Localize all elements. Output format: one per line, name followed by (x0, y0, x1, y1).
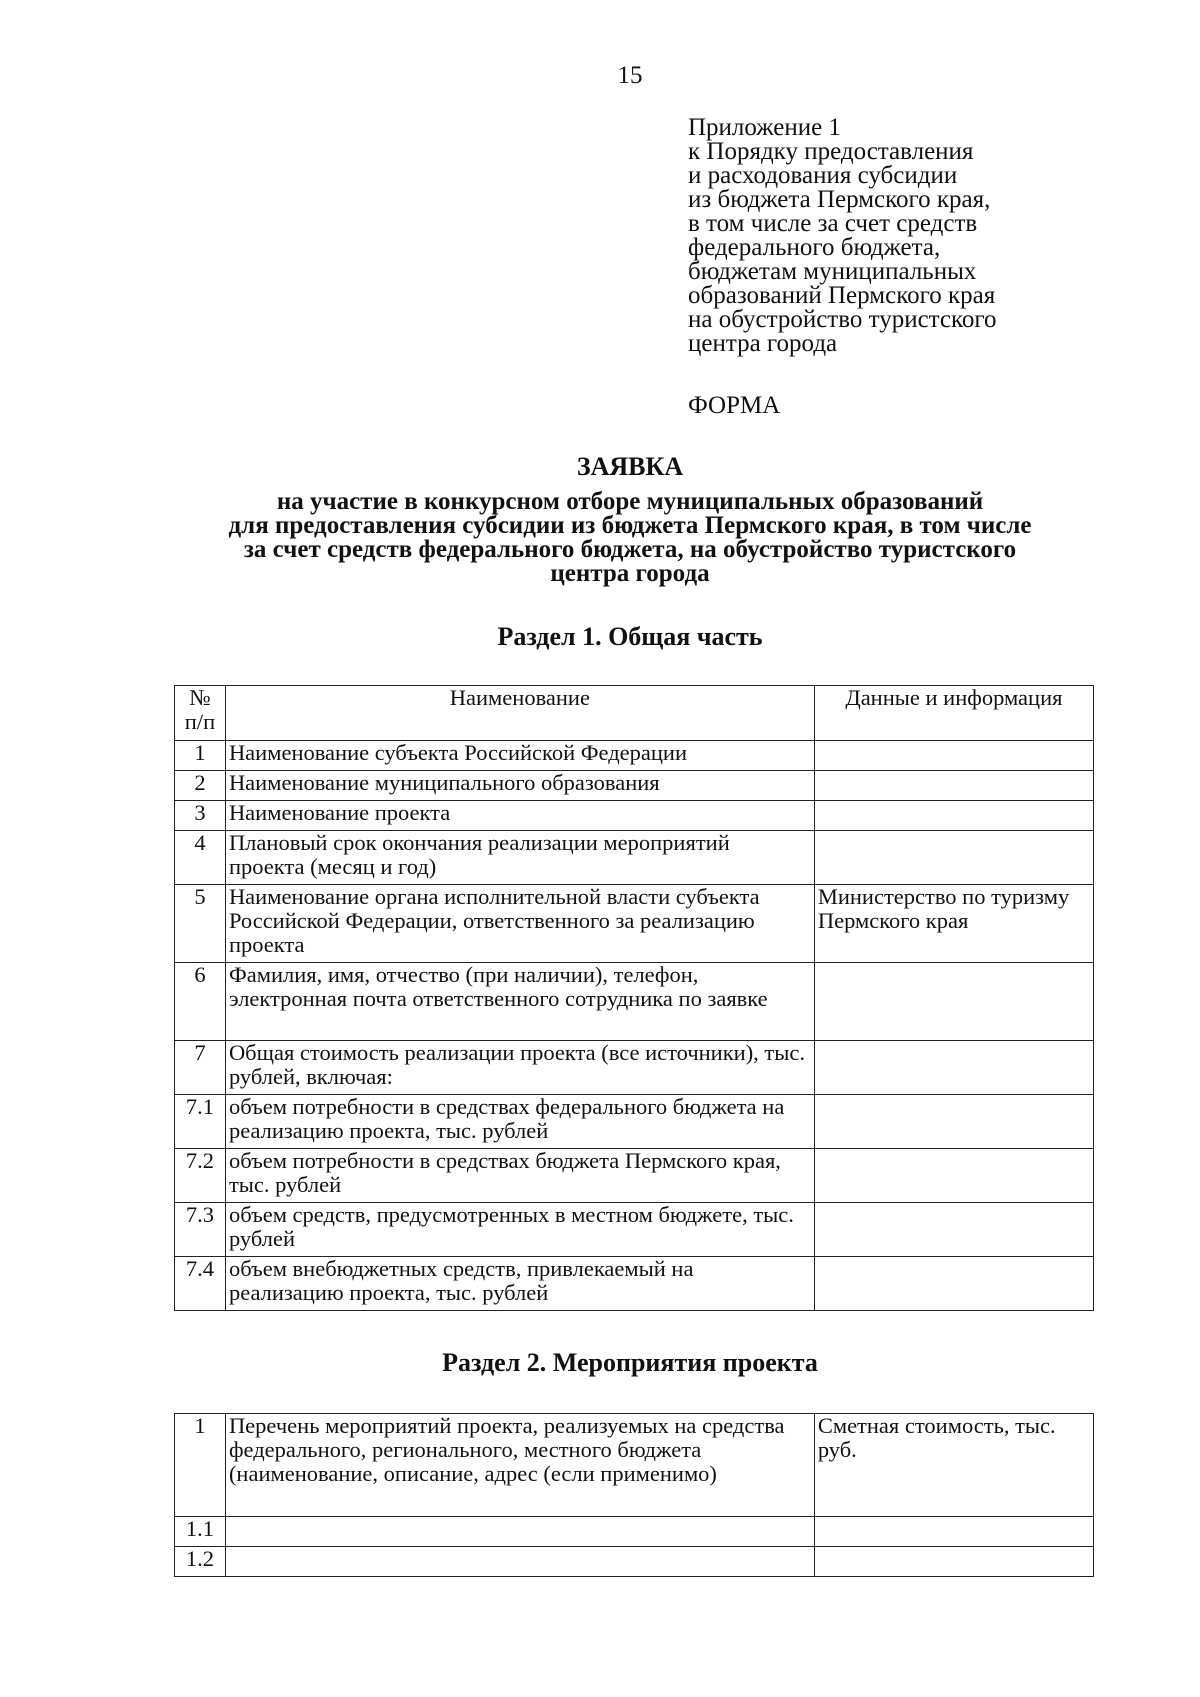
row-name: Перечень мероприятий проекта, реализуемых на средства федерального, регионального, местного бюджета (наименование, описание, адрес (если применимо) (225, 1414, 814, 1517)
table-row (175, 1547, 1094, 1577)
appendix-line: федерального бюджета, (688, 234, 941, 261)
row-name: Наименование органа исполнительной власти субъекта Российской Федерации, ответственного за реализацию проекта (225, 885, 814, 963)
appendix-line: в том числе за счет средств (688, 210, 978, 237)
row-number: 4 (175, 831, 226, 885)
table-row (175, 771, 1094, 801)
general-info-table (174, 685, 1094, 1311)
row-number: 3 (175, 801, 226, 831)
row-name: Фамилия, имя, отчество (при наличии), телефон, электронная почта ответственного сотрудника по заявке (225, 963, 814, 1041)
row-data-cell[interactable] (814, 831, 1093, 885)
project-activities-table (174, 1413, 1094, 1577)
row-data-cell[interactable] (814, 741, 1093, 771)
row-data-cell[interactable] (814, 1547, 1093, 1577)
row-number: 2 (175, 771, 226, 801)
table-row (175, 1149, 1094, 1203)
row-data-cell[interactable] (814, 1095, 1093, 1149)
row-name: объем потребности в средствах бюджета Пермского края, тыс. рублей (225, 1149, 814, 1203)
row-number: 7 (175, 1041, 226, 1095)
row-data-cell[interactable] (814, 1041, 1093, 1095)
row-number: 1.1 (175, 1517, 226, 1547)
subtitle-line: за счет средств федерального бюджета, на обустройство туристского (243, 536, 1017, 563)
table-row (175, 1414, 1094, 1517)
row-name: Наименование муниципального образования (225, 771, 814, 801)
appendix-line: центра города (688, 330, 838, 357)
header-number: № п/п (175, 686, 226, 741)
row-name: объем средств, предусмотренных в местном бюджете, тыс. рублей (225, 1203, 814, 1257)
row-data-cell[interactable]: Министерство по туризму Пермского края (814, 885, 1093, 963)
table-row (175, 963, 1094, 1041)
table-row (175, 831, 1094, 885)
table-row (175, 741, 1094, 771)
row-number: 7.1 (175, 1095, 226, 1149)
row-data-cell[interactable] (814, 1203, 1093, 1257)
row-data-cell[interactable] (814, 771, 1093, 801)
document-subtitle (160, 490, 1100, 586)
table-header-row (175, 686, 1094, 741)
table-row (175, 1095, 1094, 1149)
row-name: объем потребности в средствах федерального бюджета на реализацию проекта, тыс. рублей (225, 1095, 814, 1149)
table-row (175, 801, 1094, 831)
table-row (175, 1257, 1094, 1311)
row-number: 1 (175, 741, 226, 771)
row-number: 1.2 (175, 1547, 226, 1577)
appendix-line: и расходования субсидии (688, 162, 958, 189)
table-row (175, 885, 1094, 963)
subtitle-line: для предоставления субсидии из бюджета Пермского края, в том числе (228, 512, 1032, 539)
row-name: Наименование субъекта Российской Федерации (225, 741, 814, 771)
header-name: Наименование (225, 686, 814, 741)
document-title: ЗАЯВКА (576, 452, 684, 481)
row-name[interactable] (225, 1517, 814, 1547)
section-2-title: Раздел 2. Мероприятия проекта (442, 1348, 818, 1377)
row-name: Наименование проекта (225, 801, 814, 831)
row-data-cell[interactable] (814, 801, 1093, 831)
row-data-cell[interactable] (814, 1517, 1093, 1547)
appendix-reference (688, 116, 997, 356)
row-number: 5 (175, 885, 226, 963)
appendix-line: к Порядку предоставления (688, 138, 974, 165)
appendix-line: образований Пермского края (688, 282, 996, 309)
subtitle-line: центра города (550, 560, 710, 587)
appendix-line: бюджетам муниципальных (688, 258, 977, 285)
header-data: Данные и информация (814, 686, 1093, 741)
table-row (175, 1517, 1094, 1547)
row-number: 7.2 (175, 1149, 226, 1203)
row-name: Общая стоимость реализации проекта (все источники), тыс. рублей, включая: (225, 1041, 814, 1095)
table-row (175, 1203, 1094, 1257)
row-name: Плановый срок окончания реализации мероприятий проекта (месяц и год) (225, 831, 814, 885)
row-data-cell[interactable] (814, 963, 1093, 1041)
page-number: 15 (617, 62, 643, 89)
row-number: 6 (175, 963, 226, 1041)
row-data-cell: Сметная стоимость, тыс. руб. (814, 1414, 1093, 1517)
section-1-title: Раздел 1. Общая часть (497, 622, 763, 651)
row-name[interactable] (225, 1547, 814, 1577)
appendix-line: на обустройство туристского (688, 306, 997, 333)
row-number: 7.4 (175, 1257, 226, 1311)
appendix-line: из бюджета Пермского края, (688, 186, 991, 213)
row-number: 1 (175, 1414, 226, 1517)
table-row (175, 1041, 1094, 1095)
row-data-cell[interactable] (814, 1257, 1093, 1311)
row-name: объем внебюджетных средств, привлекаемый на реализацию проекта, тыс. рублей (225, 1257, 814, 1311)
appendix-line: Приложение 1 (688, 114, 841, 141)
row-number: 7.3 (175, 1203, 226, 1257)
row-data-cell[interactable] (814, 1149, 1093, 1203)
subtitle-line: на участие в конкурсном отборе муниципальных образований (276, 488, 984, 515)
form-label: ФОРМА (688, 392, 781, 419)
